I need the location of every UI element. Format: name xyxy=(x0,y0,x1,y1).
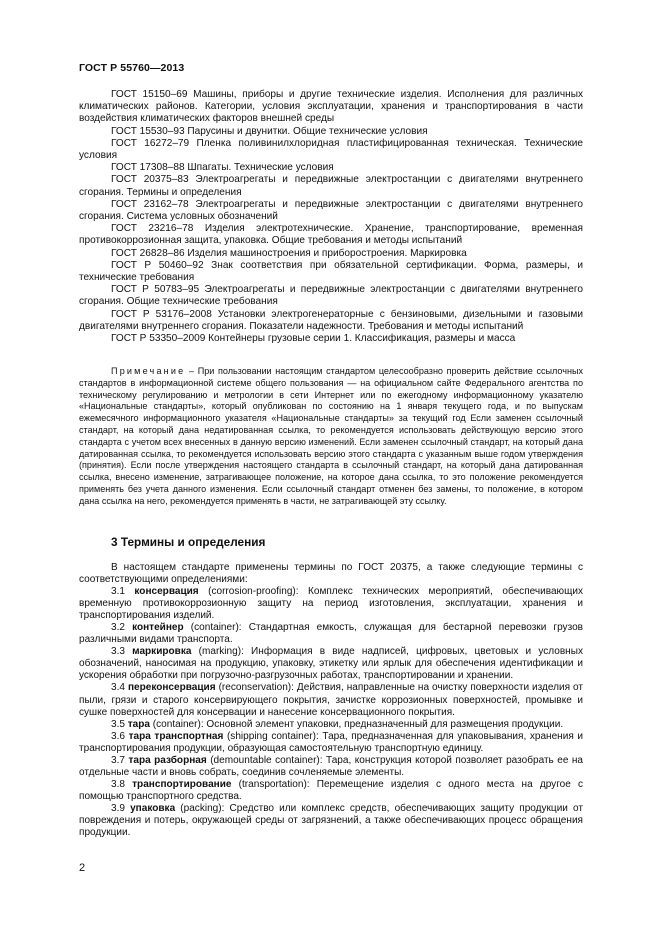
note-label: Примечание xyxy=(111,366,186,376)
term-name: маркировка xyxy=(132,646,192,658)
term-number: 3.3 xyxy=(111,646,125,658)
term-english: (transportation): xyxy=(231,778,317,790)
term-number: 3.5 xyxy=(111,718,125,730)
term-name: транспортирование xyxy=(132,778,232,790)
page-number: 2 xyxy=(79,862,86,874)
term-name: переконсервация xyxy=(127,682,216,694)
normative-references xyxy=(79,89,583,345)
term-entry xyxy=(79,719,583,731)
term-number: 3.1 xyxy=(111,586,125,598)
reference-item: ГОСТ 23162–78 Электроагрегаты и передвижные электростанции с двигателями внутреннего сгорания. Система условных обозначений xyxy=(79,198,583,223)
note-block xyxy=(79,366,583,508)
term-entry xyxy=(79,755,583,779)
terms-intro: В настоящем стандарте применены термины по ГОСТ 20375, а также следующие термины с соответствующими определениями: xyxy=(79,562,583,586)
reference-item: ГОСТ 20375–83 Электроагрегаты и передвижные электростанции с двигателями внутреннего сгорания. Термины и определения xyxy=(79,174,583,198)
reference-item: ГОСТ 15530–93 Парусины и двунитки. Общие технические условия xyxy=(111,125,428,137)
term-english: (packing): xyxy=(175,802,230,814)
term-english: (corrosion-proofing): xyxy=(198,586,308,598)
term-entry xyxy=(79,803,583,839)
term-name: консервация xyxy=(134,586,199,598)
term-number: 3.7 xyxy=(111,754,125,766)
term-number: 3.9 xyxy=(111,802,125,814)
term-name: тара xyxy=(127,718,150,730)
note-paragraph xyxy=(79,366,583,508)
term-english: (container): xyxy=(183,622,249,634)
note-text: – При пользовании настоящим стандартом целесообразно проверить действие ссылочных стандартов в информационной системе общего пользования — на официальном сайте Федерального агентства по техническому регулированию и метрологии в сети Интернет или по ежегодному информационному указателю «Национальные стандарты», который опубликован по состоянию на 1 января текущего года, и по выпускам ежемесячного информационного указателя «Национальные стандарты» за текущий год Если заменен ссылочный стандарт, на который дана недатированная ссылка, то рекомендуется использовать действующую версию этого стандарта с учетом всех внесенных в данную версию изменений. Если заменен ссылочный стандарт, на который дана датированная ссылка, то рекомендуется использовать версию этого стандарта с указанным выше годом утверждения (принятия). Если после утверждения настоящего стандарта в ссылочный стандарт, на который дана датированная ссылка, внесено изменение, затрагивающее положение, на которое дана ссылка, то это положение рекомендуется применять без учета данного изменения. Если ссылочный стандарт отменен без замены, то положение, в котором дана ссылка на него, рекомендуется применять в части, не затрагивающей эту ссылку. xyxy=(79,366,583,506)
term-name: тара транспортная xyxy=(128,730,224,742)
term-english: (marking): xyxy=(191,646,252,658)
reference-item: ГОСТ 17308–88 Шпагаты. Технические условия xyxy=(111,162,334,174)
reference-item: ГОСТ 26828–86 Изделия машиностроения и приборостроения. Маркировка xyxy=(111,247,467,259)
terms-block xyxy=(79,562,583,839)
reference-item: ГОСТ 23216–78 Изделия электротехнические. Хранение, транспортирование, временная противокоррозионная защита, упаковка. Общие требования и методы испытаний xyxy=(79,223,583,247)
term-entry xyxy=(79,586,583,622)
reference-item: ГОСТ 15150–69 Машины, приборы и другие технические изделия. Исполнения для различных климатических районов. Категории, условия эксплуатации, хранения и транспортирования в части воздействия климатических факторов внешней среды xyxy=(79,89,583,125)
term-definition: Перемещение изделия с одного места на другое с помощью транспортного средства. xyxy=(79,778,583,802)
term-english: (container): xyxy=(150,718,207,730)
term-entry xyxy=(79,731,583,755)
term-name: упаковка xyxy=(130,802,176,814)
term-number: 3.8 xyxy=(111,778,125,790)
term-number: 3.4 xyxy=(111,682,125,694)
term-number: 3.6 xyxy=(111,730,125,742)
term-definition: Стандартная емкость, служащая для бестарной перевозки грузов различными видами транспорта. xyxy=(79,622,583,646)
term-definition: Средство или комплекс средств, обеспечивающих защиту продукции от повреждения и потерь, окружающей среды от загрязнений, а также обеспечивающих процесс обращения продукции. xyxy=(79,802,583,839)
reference-item: ГОСТ 16272–79 Пленка поливинилхлоридная пластифицированная техническая. Технические условия xyxy=(79,137,583,162)
term-definition: Тара, конструкция которой позволяет разобрать ее на отдельные части и вновь собрать, соединив сочленяемые элементы. xyxy=(79,754,584,778)
term-definition: Действия, направленные на очистку поверхности изделия от пыли, грязи и старого консервирующего покрытия, зачистке коррозионных поверхностей, промывке и сушке поверхностей для консервации и нанесение консервационного покрытия. xyxy=(79,682,583,718)
reference-item: ГОСТ Р 53176–2008 Установки электрогенераторные с бензиновыми, дизельными и газовыми двигателями внутреннего сгорания. Показатели надежности. Требования и методы испытаний xyxy=(79,308,583,332)
term-definition: Тара, предназначенная для упаковывания, хранения и транспортирования продукции, образующая самостоятельную транспортную единицу. xyxy=(79,730,583,754)
document-header: ГОСТ Р 55760—2013 xyxy=(79,62,185,74)
term-name: тара разборная xyxy=(128,754,207,766)
term-english: (reconservation): xyxy=(215,682,297,694)
term-entry xyxy=(79,779,583,803)
term-definition: Комплекс технических мероприятий, обеспечивающих временную противокоррозионную защиту на период изготовления, эксплуатации, хранения и транспортирования изделий. xyxy=(79,586,583,622)
term-english: (demountable container): xyxy=(206,754,327,766)
term-english: (shipping container): xyxy=(223,730,323,742)
term-entry xyxy=(79,622,583,646)
section-heading xyxy=(79,535,583,549)
reference-item: ГОСТ Р 50783–95 Электроагрегаты и передвижные электростанции с двигателями внутреннего сгорания. Общие технические требования xyxy=(79,284,583,308)
term-definition: Основной элемент упаковки, предназначенный для размещения продукции. xyxy=(206,718,564,730)
reference-item: ГОСТ Р 50460–92 Знак соответствия при обязательной сертификации. Форма, размеры, и технические требования xyxy=(79,259,583,284)
term-entry xyxy=(79,646,583,682)
section-title: 3 Термины и определения xyxy=(111,535,266,549)
term-definition: Информация в виде надписей, цифровых, цветовых и условных обозначений, наносимая на продукцию, упаковку, этикетку или ярлык для обеспечения идентификации и ускорения обработки при погрузочно-разгрузочных работах, транспортировании и хранении. xyxy=(79,646,583,682)
term-name: контейнер xyxy=(132,622,184,634)
term-number: 3.2 xyxy=(111,622,125,634)
reference-item: ГОСТ Р 53350–2009 Контейнеры грузовые серии 1. Классификация, размеры и масса xyxy=(111,333,516,345)
term-entry xyxy=(79,682,583,718)
